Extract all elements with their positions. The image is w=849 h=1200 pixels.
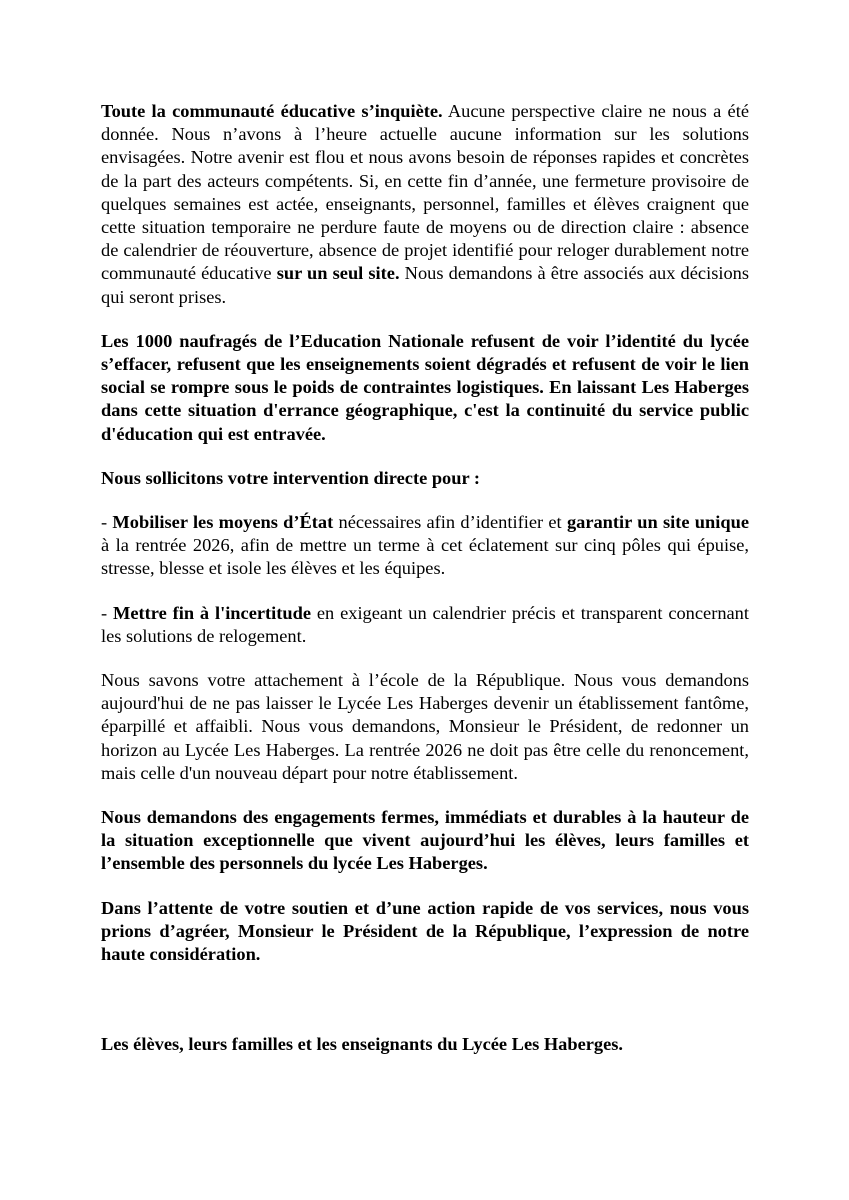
list-dash: - <box>101 512 113 533</box>
concern-lead: Toute la communauté éducative s’inquiète. <box>101 101 443 121</box>
paragraph-closing-formula: Dans l’attente de votre soutien et d’une action rapide de vos services, nous vous prions d’agréer, Monsieur le Président de la République, l’expression de notre haute considération. <box>101 897 749 965</box>
concern-closing: Nous demandons à être associés aux décisions qui seront prises. <box>101 263 750 307</box>
end-uncertainty-text: en exigeant un calendrier précis et transparent concernant les solutions de relogement. <box>101 602 749 646</box>
list-dash: - <box>101 602 113 623</box>
letter-page <box>101 100 749 1078</box>
paragraph-shipwrecked: Les 1000 naufragés de l’Education Nationale refusent de voir l’identité du lycée s’effacer, refusent que les enseignements soient dégradés et refusent de voir le lien social se rompre sous le poids de contraintes logistiques. En laissant Les Haberges dans cette situation d'errance géographique, c'est la continuité du service public d'éducation qui est entravée. <box>101 330 749 444</box>
unique-site-emphasis: garantir un site unique <box>566 512 749 533</box>
request-item-state-means <box>101 511 749 581</box>
single-site-emphasis: sur un seul site. <box>276 263 400 284</box>
state-means-emphasis: Mobiliser les moyens d’État <box>112 512 334 533</box>
paragraph-request-intro: Nous sollicitons votre intervention directe pour : <box>101 467 481 488</box>
unique-site-text: à la rentrée 2026, afin de mettre un terme à cet éclatement sur cinq pôles qui épuise, stresse, blesse et isole les élèves et les équipes. <box>101 535 749 579</box>
paragraph-firm-commitments: Nous demandons des engagements fermes, immédiats et durables à la hauteur de la situation exceptionnelle que vivent aujourd’hui les élèves, leurs familles et l’ensemble des personnels du lycée Les Haberges. <box>101 807 749 874</box>
paragraph-community-concern <box>101 100 749 309</box>
concern-text: Aucune perspective claire ne nous a été donnée. Nous n’avons à l’heure actuelle aucune information sur les solutions envisagées. Notre avenir est flou et nous avons besoin de réponses rapides et concrètes de la part des acteurs compétents. Si, en cette fin d’année, une fermeture provisoire de quelques semaines est actée, enseignants, personnel, familles et élèves craignent que cette situation temporaire ne perdure faute de moyens ou de direction claire : absence de calendrier de réouverture, absence de projet identifié pour reloger durablement notre communauté éducative <box>101 101 749 284</box>
request-item-end-uncertainty <box>101 602 749 648</box>
signature: Les élèves, leurs familles et les enseignants du Lycée Les Haberges. <box>101 1034 624 1055</box>
end-uncertainty-emphasis: Mettre fin à l'incertitude <box>112 602 312 623</box>
state-means-text: nécessaires afin d’identifier et <box>333 512 567 533</box>
paragraph-republic-school: Nous savons votre attachement à l’école de la République. Nous vous demandons aujourd'hui de ne pas laisser le Lycée Les Haberges devenir un établissement fantôme, éparpillé et affaibli. Nous vous demandons, Monsieur le Président, de redonner un horizon au Lycée Les Haberges. La rentrée 2026 ne doit pas être celle du renoncement, mais celle d'un nouveau départ pour notre établissement. <box>101 670 749 783</box>
